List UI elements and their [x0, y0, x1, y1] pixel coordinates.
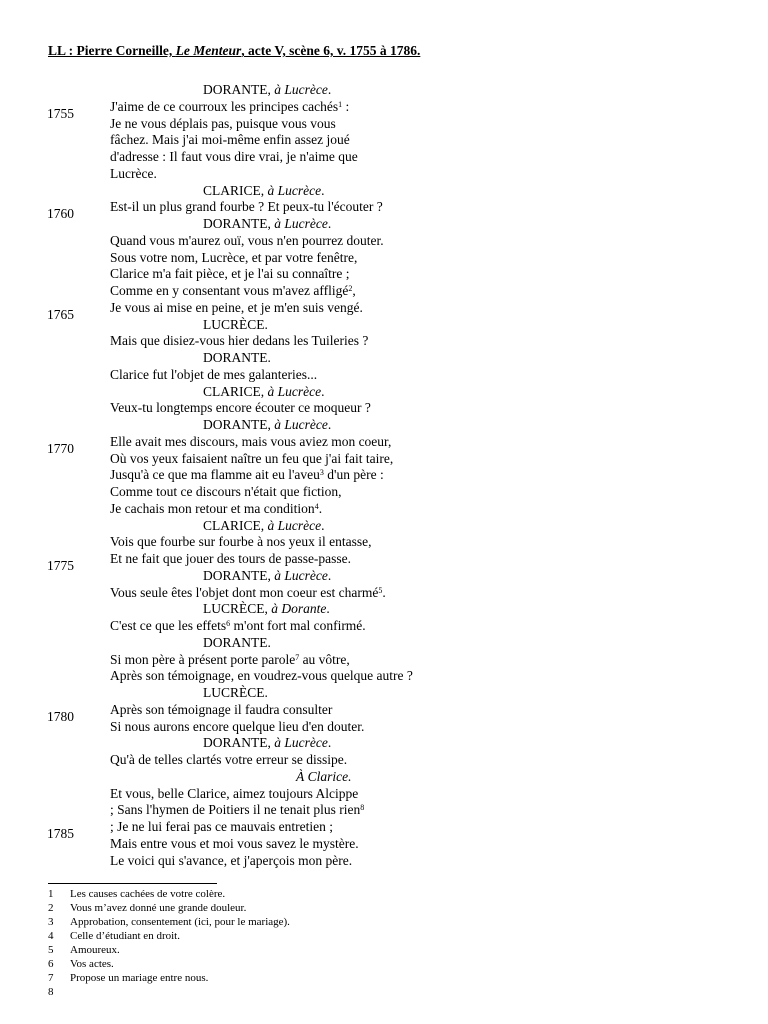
verse-line: [0, 551, 768, 573]
verse-line: [0, 802, 768, 819]
verse-text: Vois que fourbe sur fourbe à nos yeux il entasse,: [110, 534, 372, 550]
verse-line: [0, 98, 768, 121]
verse-text: fâchez. Mais j'ai moi-même enfin assez joué: [110, 132, 350, 148]
footnote-number: 3: [48, 916, 54, 928]
footnote-ref: 5: [378, 585, 383, 595]
verse-line: [0, 116, 768, 133]
title-work: Le Menteur: [175, 43, 242, 58]
verse-text: ; Sans l'hymen de Poitiers il ne tenait plus rien$^8$: [110, 802, 365, 818]
footnote-ref: 4: [314, 501, 319, 511]
verse-line: [0, 400, 768, 417]
speaker-direction: à Lucrèce: [267, 517, 322, 533]
verse-number: 1765: [47, 306, 74, 322]
verse-text: Qu'à de telles clartés votre erreur se dissipe.: [110, 752, 348, 767]
speaker-name: LUCRÈCE, à Dorante.: [203, 601, 330, 617]
verse-line: [0, 199, 768, 222]
verse-text: Si mon père à présent porte parole$^7$ au vôtre,: [110, 651, 350, 667]
speaker-direction: à Lucrèce: [274, 735, 328, 751]
speaker-heading: [0, 735, 768, 752]
verse-text: Le voici qui s'avance, et j'aperçois mon père.: [110, 852, 353, 868]
speaker-name: DORANTE.: [203, 634, 271, 650]
verse-text: Veux-tu longtemps encore écouter ce moqueur ?: [110, 400, 371, 416]
title-suffix: , acte V, scène 6, v. 1755 à 1786.: [241, 43, 421, 58]
footnote: [0, 985, 768, 999]
verse-text: Comme tout ce discours n'était que fiction,: [110, 484, 342, 499]
footnote-number: 4: [48, 930, 54, 942]
speaker-heading: [0, 568, 768, 585]
footnote-ref: 7: [295, 652, 300, 662]
speaker-direction: à Lucrèce: [267, 182, 322, 198]
verse-number: 1755: [47, 105, 74, 121]
speaker-heading: [0, 317, 768, 334]
verse-line: [0, 333, 768, 350]
footnote: [0, 971, 768, 985]
footnote: [0, 901, 768, 915]
speaker-name: LUCRÈCE.: [203, 685, 268, 700]
verse-line: [0, 752, 768, 769]
verse-line: [0, 585, 768, 602]
verse-line: [0, 433, 768, 456]
footnote-ref: 1: [338, 99, 343, 109]
title-prefix: LL : Pierre Corneille,: [48, 43, 176, 58]
verse-line: [0, 719, 768, 736]
verse-text: J'aime de ce courroux les principes cachés$^1$ :: [110, 98, 350, 114]
speaker-direction: à Dorante: [271, 601, 327, 617]
footnote: [0, 915, 768, 929]
footnote-number: 7: [48, 972, 54, 984]
speaker-heading: [0, 384, 768, 401]
verse-line: [0, 836, 768, 853]
speaker-heading: [0, 601, 768, 618]
verse-line: [0, 451, 768, 468]
speaker-name: DORANTE, à Lucrèce.: [203, 216, 332, 231]
speaker-name: DORANTE.: [203, 350, 271, 365]
verse-line: [0, 266, 768, 283]
verse-text: Je cachais mon retour et ma condition$^4$.: [110, 500, 323, 516]
footnote-separator: [48, 883, 217, 884]
verse-text: Mais que disiez-vous hier dedans les Tuileries ?: [110, 333, 369, 349]
footnote: [0, 887, 768, 901]
speaker-direction: à Lucrèce: [267, 383, 322, 399]
verse-text: Clarice m'a fait pièce, et je l'ai su connaître ;: [110, 266, 350, 282]
footnote-text: Les causes cachées de votre colère.: [70, 888, 226, 900]
verse-line: [0, 233, 768, 250]
verse-text: Et vous, belle Clarice, aimez toujours Alcippe: [110, 785, 359, 801]
verse-text: Si nous aurons encore quelque lieu d'en douter.: [110, 718, 365, 734]
footnote-number: 1: [48, 888, 54, 900]
page-title: [48, 43, 420, 59]
verse-text: Vous seule êtes l'objet dont mon coeur est charmé$^5$.: [110, 584, 386, 600]
speaker-heading: [0, 685, 768, 702]
speaker-heading: [0, 183, 768, 200]
footnote-text: Vos actes.: [70, 958, 114, 970]
verse-text: Je ne vous déplais pas, puisque vous vous: [110, 115, 336, 131]
speaker-heading: [0, 82, 768, 99]
verse-line: [0, 668, 768, 685]
verse-number: 1775: [47, 558, 74, 573]
verse-line: [0, 786, 768, 803]
verse-text: Après son témoignage il faudra consulter: [110, 701, 333, 717]
verse-text: Elle avait mes discours, mais vous aviez mon coeur,: [110, 433, 392, 449]
verse-line: [0, 484, 768, 501]
footnote-number: 2: [48, 902, 54, 914]
verse-line: [0, 250, 768, 267]
footnote: [0, 929, 768, 943]
verse-text: ; Je ne lui ferai pas ce mauvais entretien ;: [110, 819, 334, 834]
footnotes: [0, 887, 768, 999]
stage-direction-text: À Clarice.: [296, 768, 352, 784]
footnote-ref: 6: [226, 619, 231, 628]
footnote-number: 6: [48, 958, 54, 970]
verse-number: 1770: [47, 440, 74, 456]
verse-text: Sous votre nom, Lucrèce, et par votre fenêtre,: [110, 249, 358, 265]
verse-line: [0, 299, 768, 322]
footnote: [0, 957, 768, 971]
verse-line: [0, 283, 768, 300]
verse-line: [0, 132, 768, 149]
speaker-name: CLARICE, à Lucrèce.: [203, 383, 325, 399]
verse-line: [0, 652, 768, 669]
verse-number: 1780: [47, 708, 74, 724]
verse-text: d'adresse : Il faut vous dire vrai, je n'aime que: [110, 149, 358, 164]
speaker-heading: [0, 417, 768, 434]
play-text: [0, 82, 768, 869]
verse-line: [0, 149, 768, 166]
verse-text: Est-il un plus grand fourbe ? Et peux-tu l'écouter ?: [110, 199, 383, 215]
footnote-text: Propose un mariage entre nous.: [70, 972, 209, 984]
speaker-heading: [0, 518, 768, 535]
footnote: [0, 943, 768, 957]
verse-line: [0, 534, 768, 551]
speaker-name: CLARICE, à Lucrèce.: [203, 182, 325, 198]
footnote-ref: 2: [348, 284, 353, 293]
verse-line: [0, 819, 768, 841]
footnote-text: Vous m’avez donné une grande douleur.: [70, 902, 247, 914]
verse-number: 1785: [47, 826, 74, 841]
verse-text: Clarice fut l'objet de mes galanteries...: [110, 366, 318, 382]
verse-text: Et ne fait que jouer des tours de passe-passe.: [110, 551, 352, 566]
speaker-name: DORANTE, à Lucrèce.: [203, 82, 332, 97]
verse-text: Après son témoignage, en voudrez-vous quelque autre ?: [110, 668, 413, 684]
verse-text: Jusqu'à ce que ma flamme ait eu l'aveu$^3$ d'un père :: [110, 467, 384, 483]
stage-direction: [0, 769, 768, 786]
verse-text: Je vous ai mise en peine, et je m'en suis vengé.: [110, 299, 363, 315]
speaker-name: DORANTE, à Lucrèce.: [203, 567, 332, 583]
footnote-text: Approbation, consentement (ici, pour le mariage).: [70, 916, 290, 928]
footnote-number: 5: [48, 944, 54, 956]
speaker-name: DORANTE, à Lucrèce.: [203, 417, 332, 432]
verse-number: 1760: [47, 206, 74, 222]
verse-line: [0, 166, 768, 183]
footnote-ref: 8: [360, 803, 365, 813]
footnote-ref: 3: [319, 468, 324, 478]
speaker-direction: à Lucrèce: [274, 417, 328, 432]
speaker-direction: à Lucrèce: [274, 567, 328, 583]
verse-line: [0, 618, 768, 635]
verse-line: [0, 501, 768, 518]
verse-text: Lucrèce.: [110, 165, 157, 181]
verse-text: C'est ce que les effets$^6$ m'ont fort mal confirmé.: [110, 618, 366, 633]
verse-line: [0, 853, 768, 870]
verse-line: [0, 701, 768, 724]
verse-text: Mais entre vous et moi vous savez le mystère.: [110, 835, 359, 851]
verse-text: Comme en y consentant vous m'avez affligé$^2$,: [110, 283, 356, 298]
verse-text: Quand vous m'aurez ouï, vous n'en pourrez douter.: [110, 232, 384, 248]
speaker-heading: [0, 350, 768, 367]
speaker-heading: [0, 635, 768, 652]
speaker-name: LUCRÈCE.: [203, 316, 268, 332]
footnote-number: 8: [48, 986, 54, 998]
speaker-direction: à Lucrèce: [274, 216, 328, 231]
speaker-direction: à Lucrèce: [274, 82, 328, 97]
footnote-text: Celle d’étudiant en droit.: [70, 930, 180, 942]
verse-line: [0, 367, 768, 384]
speaker-heading: [0, 216, 768, 233]
footnote-text: Amoureux.: [70, 944, 120, 956]
speaker-name: CLARICE, à Lucrèce.: [203, 517, 325, 533]
verse-text: Où vos yeux faisaient naître un feu que j'ai fait taire,: [110, 450, 394, 466]
speaker-name: DORANTE, à Lucrèce.: [203, 735, 332, 751]
verse-line: [0, 467, 768, 484]
